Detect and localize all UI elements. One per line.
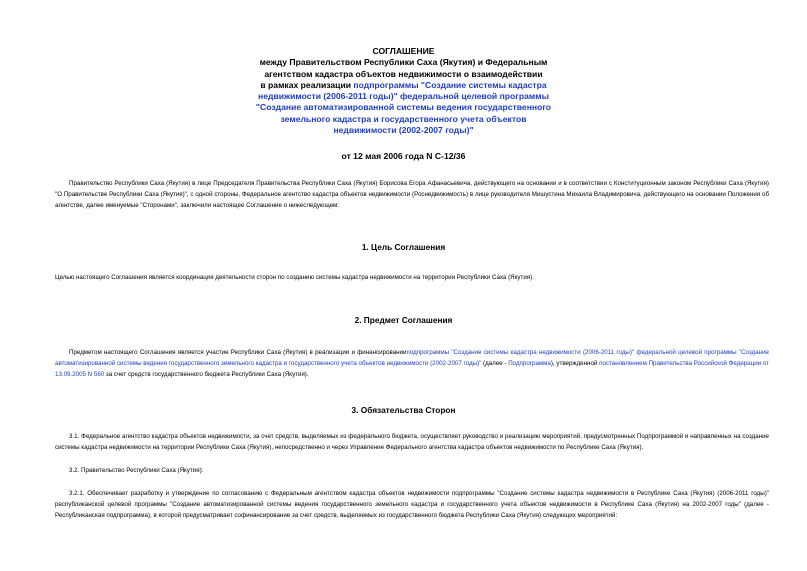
title-line-6-link[interactable]: "Создание автоматизированной системы ведения государственного — [255, 102, 552, 113]
subprogram-short-link[interactable]: Подпрограмма — [508, 360, 551, 368]
section-2-text — [55, 347, 769, 381]
government-decree-link[interactable]: постановлением Правительства Российской Федерации от 13.09.2005 N 560 — [55, 360, 770, 379]
section-2-text-a: Предметом настоящего Соглашения является участие Республики Саха (Якутия) в реализации и финансировании — [69, 349, 407, 356]
document-title — [200, 46, 607, 136]
section-3-heading: 3. Обязательства Сторон — [351, 405, 456, 415]
title-line-1: СОГЛАШЕНИЕ — [372, 46, 435, 56]
section-2-text-d: за счет средств государственного бюджета Республики Саха (Якутия). — [104, 371, 309, 379]
section-2-heading: 2. Предмет Соглашения — [354, 315, 453, 325]
section-3-paragraph-3: 3.2.1. Обеспечивает разработку и утверждение по согласованию с Федеральным агентством кадастра объектов недвижимости подпрограммы "Создание системы кадастра недвижимости в Республике Саха (Якутия) (2006-2011 годы)" республиканской целевой программы "Создание автоматизированной системы ведения государственного земельного кадастра и государственного учета объектов недвижимости в Республике Саха (Якутия) на 2002-2007 годы" (далее - Республиканская подпрограмма), в которой предусматривает софинансирование за счет средств, выделяемых из государственного бюджета Республики Саха (Якутия) следующих мероприятий: — [55, 490, 769, 520]
section-3-paragraph-2: 3.2. Правительство Республики Саха (Якутия): — [69, 467, 204, 474]
section-1-text: Целью настоящего Соглашения является координация деятельности сторон по созданию системы кадастра недвижимости на территории Республики Саха (Якутия). — [55, 274, 534, 281]
title-line-7-link[interactable]: земельного кадастра и государственного учета объектов — [280, 113, 527, 124]
title-line-8-link[interactable]: недвижимости (2002-2007 годы)" — [333, 125, 474, 136]
subprogram-reference-link[interactable]: подпрограммы "Создание системы кадастра недвижимости (2006-2011 годы)" федеральной целевой программы "Создание автоматизированной системы ведения государственного земельного кадастра и государственного учета объектов недвижимости (2002-2007 годы)" — [55, 349, 769, 368]
title-line-4 — [200, 80, 607, 91]
agreement-date: от 12 мая 2006 года N С-12/36 — [341, 151, 466, 161]
title-line-4-prefix: в рамках реализации — [260, 79, 354, 90]
section-3-paragraph-1: 3.1. Федеральное агентство кадастра объектов недвижимости, за счет средств, выделяемых из федерального бюджета, осуществляет руководство и реализацию мероприятий, предусмотренных Подпрограммой и направленных на создание системы кадастра недвижимости на территории Республики Саха (Якутия), непосредственно и через Управление Федерального агентства кадастра объектов недвижимости по Республике Саха (Якутия). — [55, 433, 769, 452]
preamble-paragraph: Правительство Республики Саха (Якутия) в лице Председателя Правительства Республики Саха (Якутия) Борисова Егора Афанасьевича, действующего на основании и в соответствии с Конституционным законом Республики Саха (Якутия) "О Правительстве Республики Саха (Якутия)", с одной стороны, Федеральное агентство кадастра объектов недвижимости (Роснедвижимость) в лице руководителя Мишустина Михаила Владимировича, действующего на основании Положения об агентстве, далее именуемые "Сторонами", заключили настоящее Соглашение о нижеследующем: — [55, 180, 769, 210]
section-2-text-b: (далее - — [481, 360, 509, 368]
title-line-2: между Правительством Республики Саха (Якутия) и Федеральным — [259, 57, 548, 68]
subprogram-link[interactable]: подпрограммы "Создание системы кадастра — [353, 79, 547, 90]
section-2-text-c: ), утвержденной — [550, 360, 600, 368]
title-line-5-link[interactable]: недвижимости (2006-2011 годы)" федеральной целевой программы — [258, 91, 549, 102]
title-line-3: агентством кадастра объектов недвижимости о взаимодействии — [264, 68, 543, 79]
section-1-heading: 1. Цель Соглашения — [361, 242, 446, 252]
